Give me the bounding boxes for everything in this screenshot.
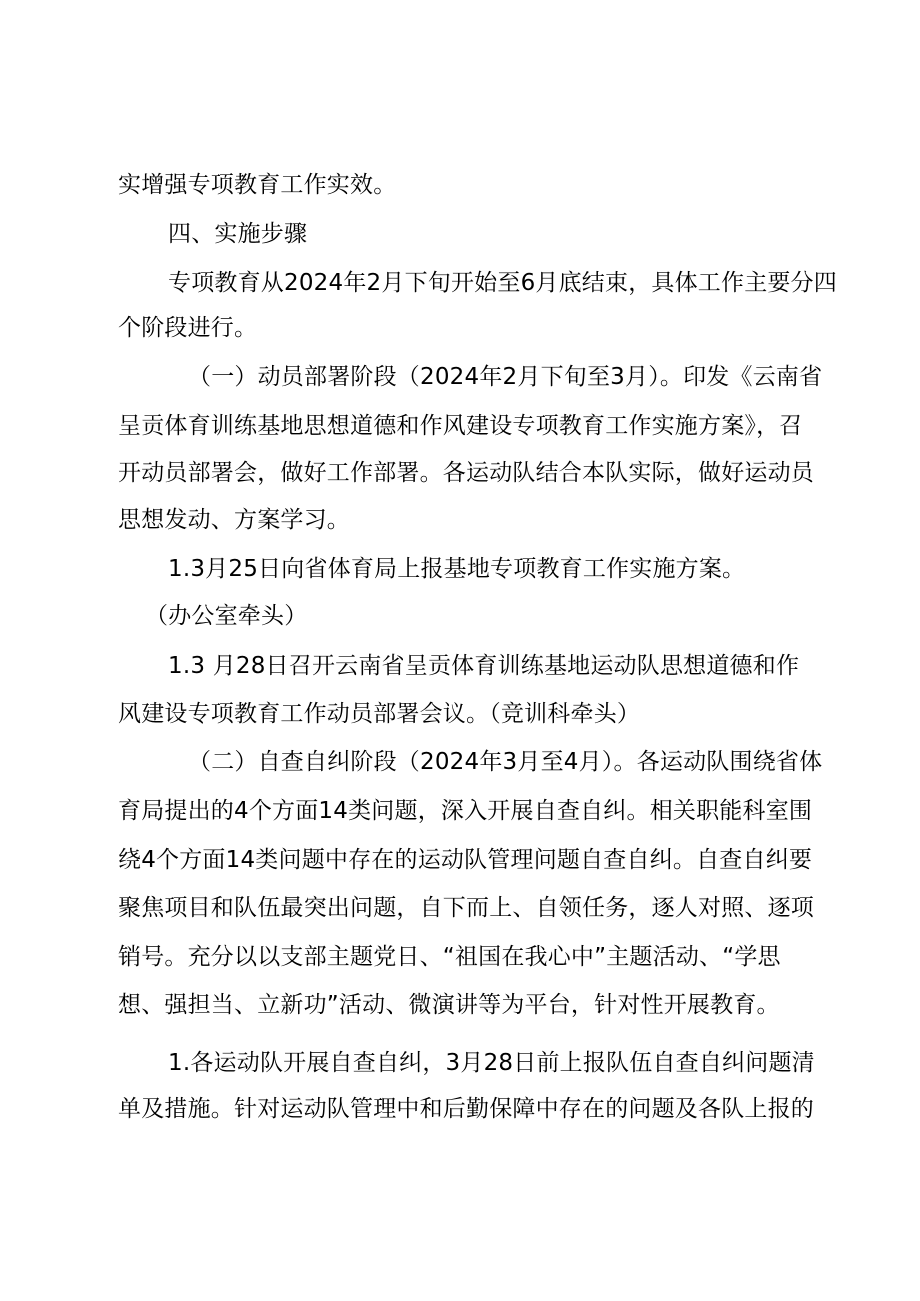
text-line: 聚焦项目和队伍最突出问题，自下而上、自领任务，逐人对照、逐项 bbox=[118, 895, 814, 921]
subsection-heading: （一）动员部署阶段（2024年2月下旬至3月）。印发《云南省 bbox=[188, 364, 823, 390]
list-item: 1.各运动队开展自查自纠，3月28日前上报队伍自查自纠问题清 bbox=[168, 1050, 815, 1076]
text-line: 开动员部署会，做好工作部署。各运动队结合本队实际，做好运动员 bbox=[118, 460, 814, 486]
text-line: 专项教育从2024年2月下旬开始至6月底结束，具体工作主要分四 bbox=[168, 270, 837, 296]
list-item: 1.3月25日向省体育局上报基地专项教育工作实施方案。 bbox=[168, 556, 746, 582]
list-item: 1.3 月28日召开云南省呈贡体育训练基地运动队思想道德和作 bbox=[168, 653, 800, 679]
text-line: 风建设专项教育工作动员部署会议。（竞训科牵头） bbox=[118, 701, 641, 727]
text-line: 绕4个方面14类问题中存在的运动队管理问题自查自纠。自查自纠要 bbox=[118, 847, 813, 873]
text-line: 个阶段进行。 bbox=[118, 315, 258, 341]
text-line: 实增强专项教育工作实效。 bbox=[118, 172, 397, 198]
text-line: 呈贡体育训练基地思想道德和作风建设专项教育工作实施方案》，召 bbox=[118, 413, 803, 439]
text-line: 单及措施。针对运动队管理中和后勤保障中存在的问题及各队上报的 bbox=[118, 1096, 814, 1122]
text-line: 想、强担当、立新功”活动、微演讲等为平台，针对性开展教育。 bbox=[118, 992, 780, 1018]
section-heading: 四、实施步骤 bbox=[168, 221, 308, 247]
text-line: 销号。充分以以支部主题党日、“祖国在我心中”主题活动、“学思 bbox=[118, 944, 781, 970]
text-line: 思想发动、方案学习。 bbox=[118, 507, 350, 533]
subsection-heading: （二）自查自纠阶段（2024年3月至4月）。各运动队围绕省体 bbox=[188, 749, 823, 775]
text-line: 育局提出的4个方面14类问题，深入开展自查自纠。相关职能科室围 bbox=[118, 798, 813, 824]
text-line: （办公室牵头） bbox=[145, 603, 308, 629]
